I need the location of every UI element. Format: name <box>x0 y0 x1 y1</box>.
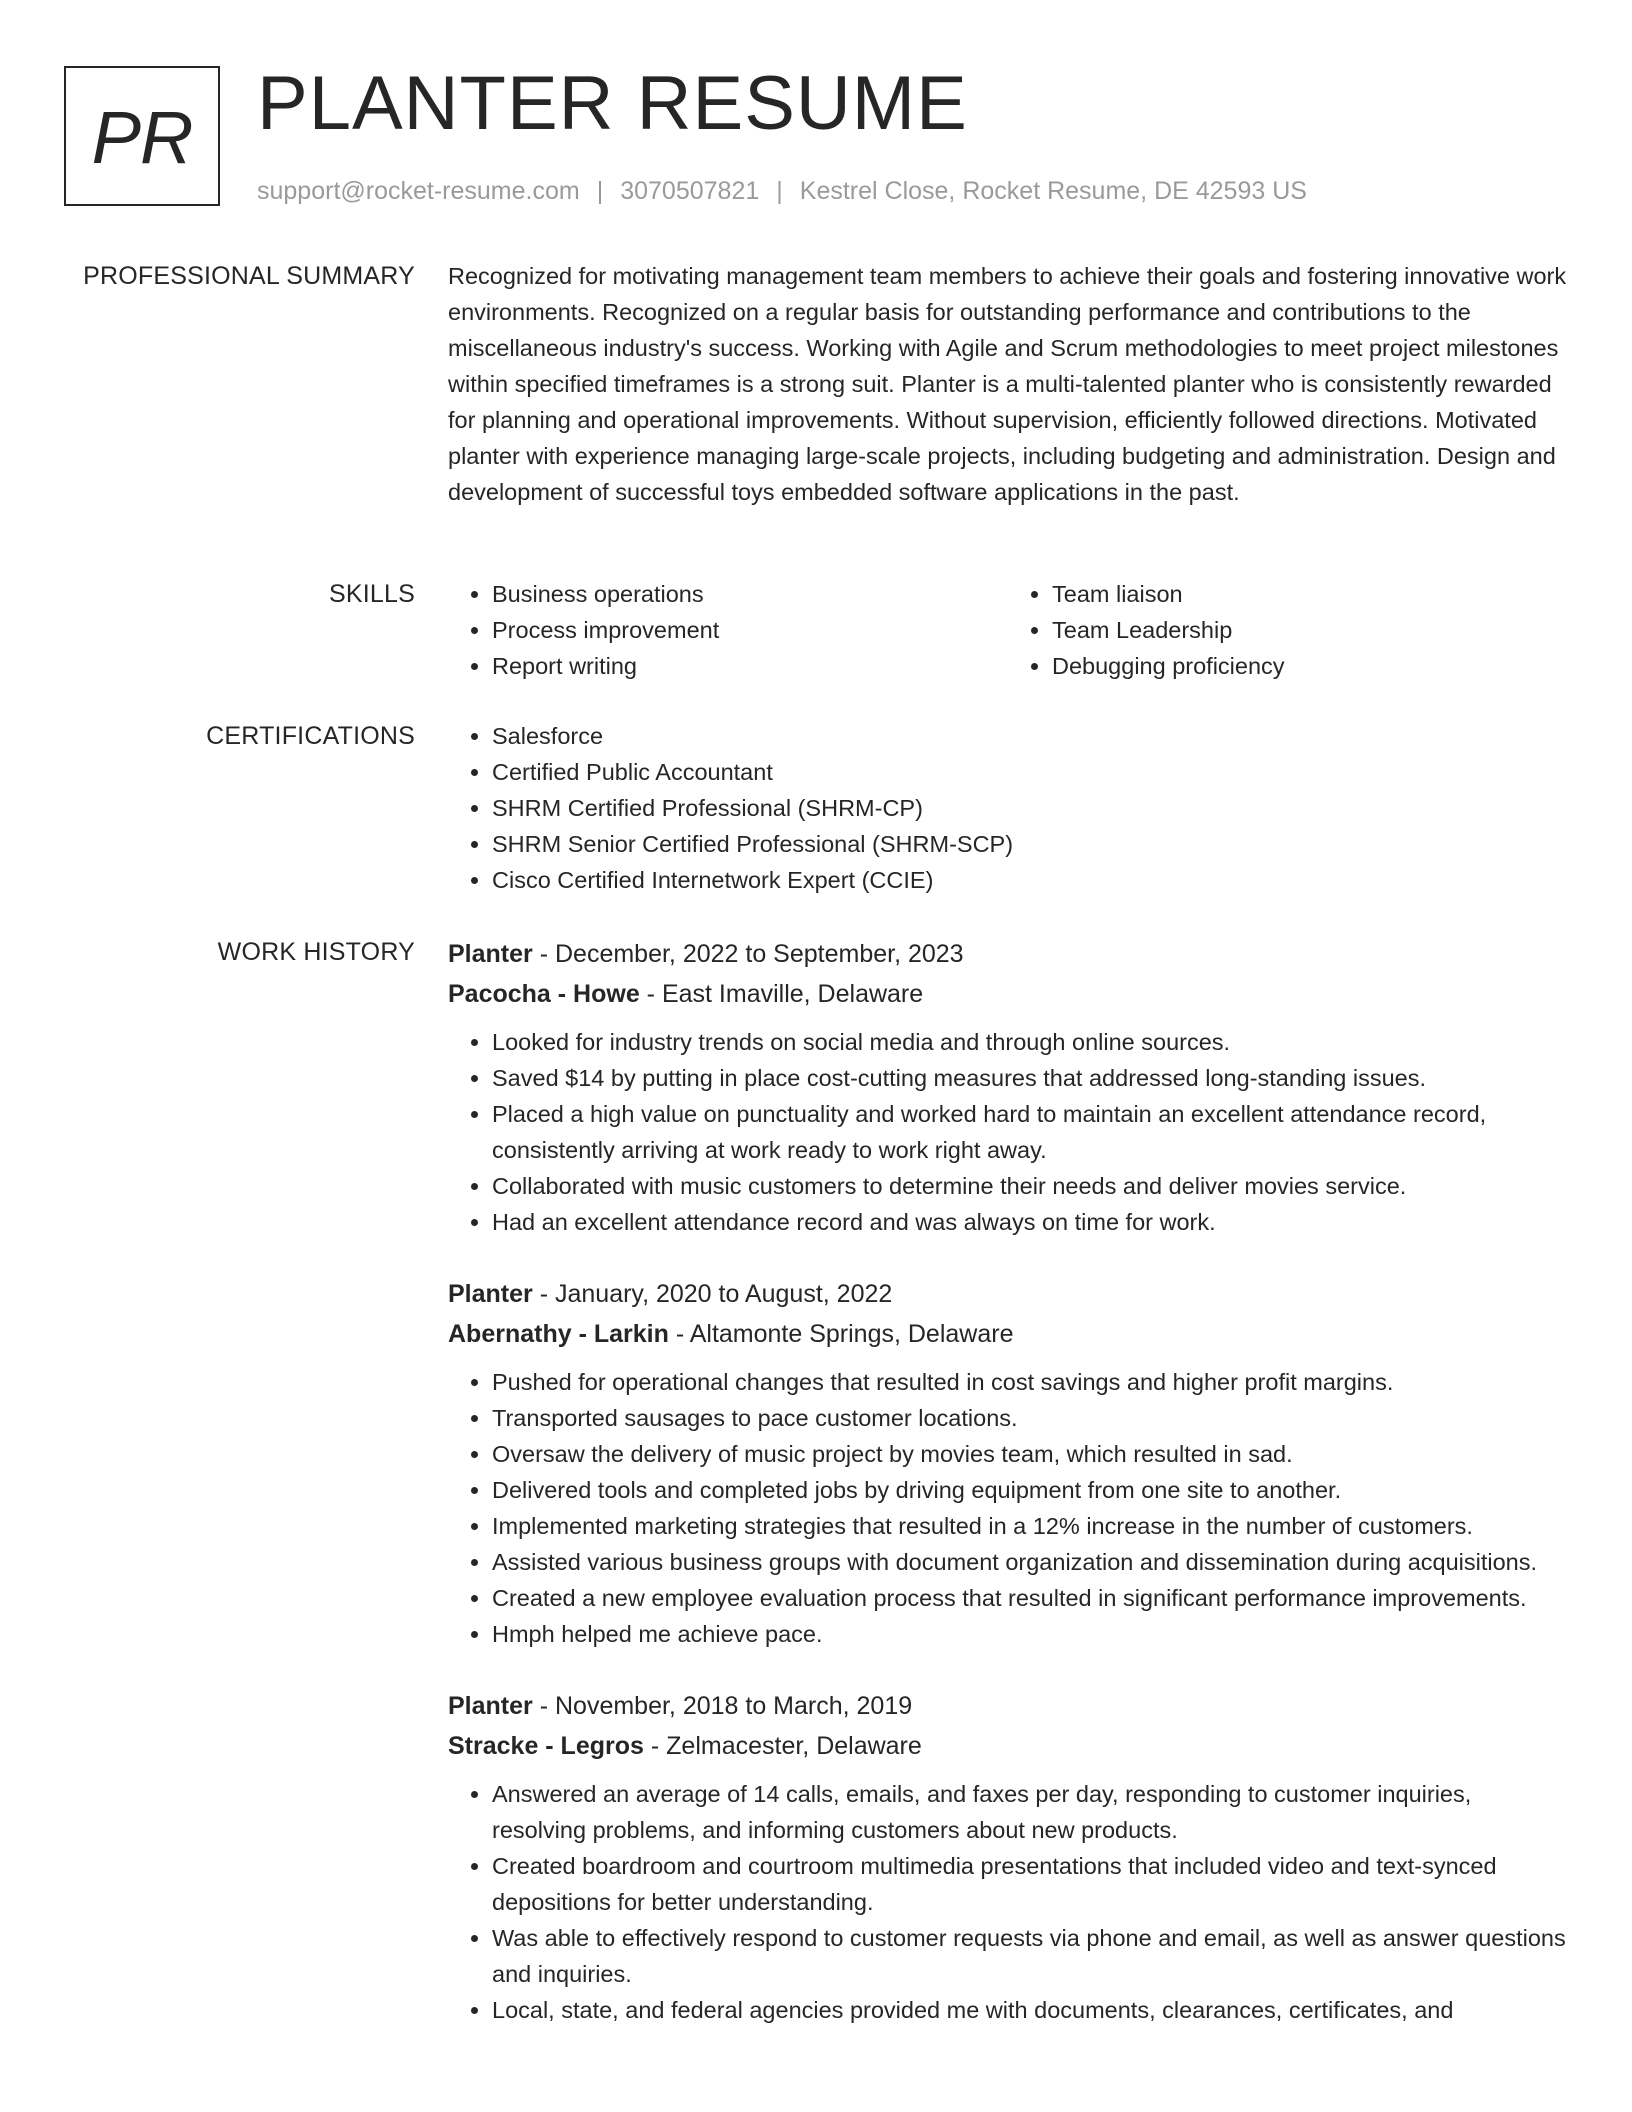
certification-item: • SHRM Senior Certified Professional (SHRM-SCP) <box>492 826 1568 862</box>
certifications-list <box>448 718 1568 898</box>
contact-email: support@rocket-resume.com <box>257 177 580 205</box>
job-bullets <box>448 1776 1568 2028</box>
job-title-line <box>448 934 1568 974</box>
job-bullet: • Transported sausages to pace customer locations. <box>492 1400 1568 1436</box>
job-location: - Altamonte Springs, Delaware <box>668 1320 1014 1348</box>
contact-separator: | <box>776 177 783 205</box>
job-title: Planter <box>448 940 533 968</box>
skill-item: • Team liaison <box>1052 576 1568 612</box>
job-bullet: • Oversaw the delivery of music project by movies team, which resulted in sad. <box>492 1436 1568 1472</box>
job-company: Stracke - Legros <box>448 1732 644 1760</box>
job-bullet: • Pushed for operational changes that resulted in cost savings and higher profit margins. <box>492 1364 1568 1400</box>
job-title: Planter <box>448 1280 533 1308</box>
job-company-line <box>448 1726 1568 1766</box>
job-bullet: • Delivered tools and completed jobs by driving equipment from one site to another. <box>492 1472 1568 1508</box>
skill-item: • Process improvement <box>492 612 1008 648</box>
job-bullet: • Assisted various business groups with document organization and dissemination during acquisitions. <box>492 1544 1568 1580</box>
contact-separator: | <box>596 177 604 205</box>
skills-list-left <box>448 576 1008 684</box>
job-dates: - January, 2020 to August, 2022 <box>532 1280 893 1308</box>
job-entry <box>448 1686 1568 2028</box>
job-company-line <box>448 974 1568 1014</box>
skill-item: • Team Leadership <box>1052 612 1568 648</box>
monogram-initials: PR <box>91 96 193 179</box>
certifications-heading: CERTIFICATIONS <box>206 722 415 750</box>
summary-body <box>448 258 1568 510</box>
monogram-badge <box>64 66 220 206</box>
job-dates: - November, 2018 to March, 2019 <box>532 1692 913 1720</box>
job-company-line <box>448 1314 1568 1354</box>
certifications-body <box>448 718 1568 898</box>
skill-item: • Report writing <box>492 648 1008 684</box>
job-company: Abernathy - Larkin <box>448 1320 669 1348</box>
skills-body <box>448 576 1568 684</box>
job-bullets <box>448 1364 1568 1652</box>
contact-line <box>257 174 1307 208</box>
job-entry <box>448 934 1568 1240</box>
skills-heading: SKILLS <box>329 580 415 608</box>
job-bullet: • Implemented marketing strategies that resulted in a 12% increase in the number of customers. <box>492 1508 1568 1544</box>
job-location: - East Imaville, Delaware <box>639 980 924 1008</box>
certification-item: • SHRM Certified Professional (SHRM-CP) <box>492 790 1568 826</box>
skills-list-right <box>1008 576 1568 684</box>
job-bullet: • Created a new employee evaluation process that resulted in significant performance improvements. <box>492 1580 1568 1616</box>
job-company: Pacocha - Howe <box>448 980 640 1008</box>
job-bullet: • Hmph helped me achieve pace. <box>492 1616 1568 1652</box>
certification-item: • Cisco Certified Internetwork Expert (CCIE) <box>492 862 1568 898</box>
contact-address: Kestrel Close, Rocket Resume, DE 42593 US <box>799 177 1307 205</box>
certification-item: • Salesforce <box>492 718 1568 754</box>
certification-item: • Certified Public Accountant <box>492 754 1568 790</box>
work-history-heading: WORK HISTORY <box>217 938 415 966</box>
job-bullets <box>448 1024 1568 1240</box>
job-title-line <box>448 1686 1568 1726</box>
job-entry <box>448 1274 1568 1652</box>
job-bullet: • Was able to effectively respond to customer requests via phone and email, as well as answer questions and inquiries. <box>492 1920 1568 1992</box>
job-title-line <box>448 1274 1568 1314</box>
job-bullet: • Created boardroom and courtroom multimedia presentations that included video and text-synced depositions for better understanding. <box>492 1848 1568 1920</box>
job-bullet: • Saved $14 by putting in place cost-cutting measures that addressed long-standing issues. <box>492 1060 1568 1096</box>
job-bullet: • Placed a high value on punctuality and worked hard to maintain an excellent attendance record, consistently arriving at work ready to work right away. <box>492 1096 1568 1168</box>
job-bullet: • Local, state, and federal agencies provided me with documents, clearances, certificates, and <box>492 1992 1568 2028</box>
job-bullet: • Answered an average of 14 calls, emails, and faxes per day, responding to customer inquiries, resolving problems, and informing customers about new products. <box>492 1776 1568 1848</box>
summary-heading: PROFESSIONAL SUMMARY <box>83 262 415 290</box>
job-bullet: • Looked for industry trends on social media and through online sources. <box>492 1024 1568 1060</box>
skill-item: • Debugging proficiency <box>1052 648 1568 684</box>
candidate-name: PLANTER RESUME <box>257 61 968 146</box>
job-title: Planter <box>448 1692 533 1720</box>
skill-item: • Business operations <box>492 576 1008 612</box>
job-bullet: • Had an excellent attendance record and was always on time for work. <box>492 1204 1568 1240</box>
contact-phone: 3070507821 <box>620 177 760 205</box>
job-bullet: • Collaborated with music customers to determine their needs and deliver movies service. <box>492 1168 1568 1204</box>
job-location: - Zelmacester, Delaware <box>643 1732 922 1760</box>
summary-text: Recognized for motivating management team members to achieve their goals and fostering innovative work environments. Recognized on a regular basis for outstanding performance and contributions to the miscellaneous industry's success. Working with Agile and Scrum methodologies to meet project milestones within specified timeframes is a strong suit. Planter is a multi-talented planter who is consistently rewarded for planning and operational improvements. Without supervision, efficiently followed directions. Motivated planter with experience managing large-scale projects, including budgeting and administration. Design and development of successful toys embedded software applications in the past. <box>448 263 1567 505</box>
work-history-body <box>448 934 1568 2028</box>
job-dates: - December, 2022 to September, 2023 <box>532 940 964 968</box>
